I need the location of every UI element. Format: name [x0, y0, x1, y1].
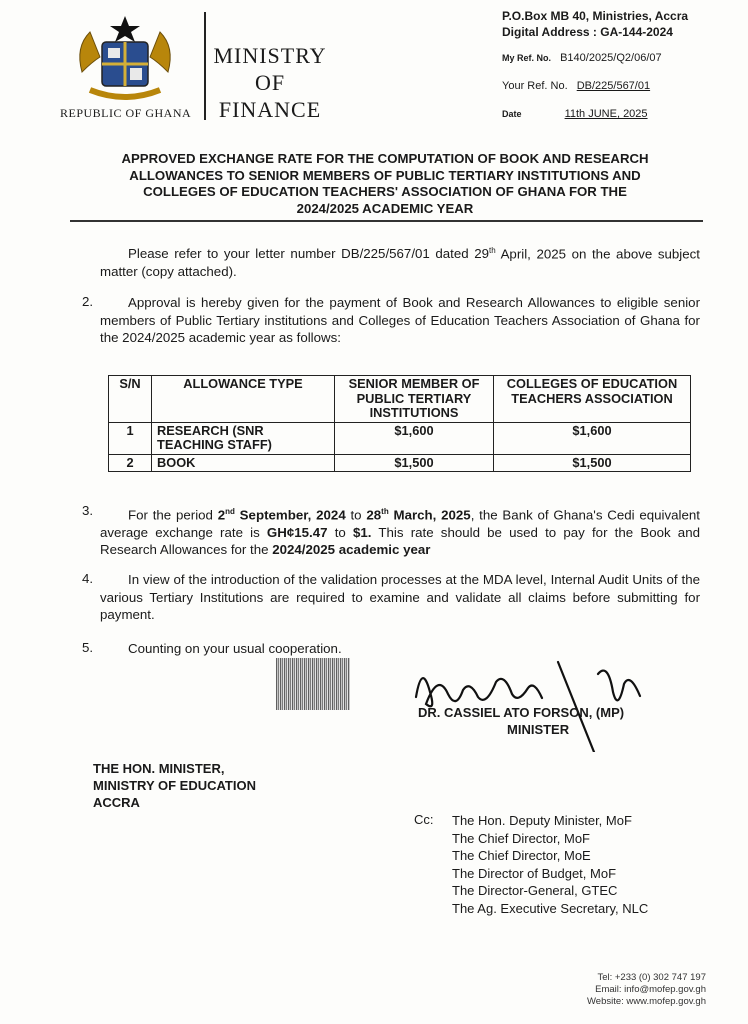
addressee-line: ACCRA	[93, 795, 140, 810]
header-colleges: COLLEGES OF EDUCATION TEACHERS ASSOCIATION	[494, 376, 691, 423]
row-sn: 2	[109, 454, 152, 472]
paragraph-4: In view of the introduction of the validation processes at the MDA level, Internal Audit Units of the various Tertiary Institutions are required to examine and validate all claims before submitting for payment.	[100, 572, 700, 622]
row-type: RESEARCH (SNR TEACHING STAFF)	[152, 422, 335, 454]
cc-label: Cc:	[414, 812, 434, 827]
title-line: APPROVED EXCHANGE RATE FOR THE COMPUTATION OF BOOK AND RESEARCH	[121, 151, 649, 166]
ministry-line: MINISTRY	[213, 43, 327, 68]
p3-t1: For the period	[128, 507, 218, 523]
p3-b2: 28	[366, 507, 382, 523]
coat-of-arms-emblem	[70, 12, 180, 108]
p1-text: Please refer to your letter number DB/225/567/01 dated 29	[128, 246, 490, 262]
signatory-name: DR. CASSIEL ATO FORSON, (MP)	[418, 705, 625, 720]
cc-item: The Hon. Deputy Minister, MoF	[452, 813, 632, 828]
letter-date	[502, 108, 648, 120]
title-line: COLLEGES OF EDUCATION TEACHERS' ASSOCIATION OF GHANA FOR THE	[143, 184, 627, 199]
p4-number: 4.	[82, 571, 94, 586]
header-senior-member: SENIOR MEMBER OF PUBLIC TERTIARY INSTITUTIONS	[335, 376, 494, 423]
ministry-line: FINANCE	[218, 97, 322, 122]
p3-b1: 2	[217, 507, 226, 523]
p3-t4: to	[327, 524, 353, 540]
row-colleges: $1,500	[494, 454, 691, 472]
title-line: ALLOWANCES TO SENIOR MEMBERS OF PUBLIC TERTIARY INSTITUTIONS AND	[129, 167, 641, 183]
cc-item: The Chief Director, MoF	[452, 830, 590, 846]
letter-subject-title	[70, 151, 700, 217]
cc-item: The Ag. Executive Secretary, NLC	[452, 900, 649, 916]
date-label: Date	[502, 109, 522, 119]
contact-details	[587, 972, 706, 1008]
title-line: 2024/2025 ACADEMIC YEAR	[296, 200, 474, 216]
paragraph-5: Counting on your usual cooperation.	[128, 641, 342, 656]
header-allowance-type: ALLOWANCE TYPE	[152, 376, 335, 423]
your-ref-value: DB/225/567/01	[576, 80, 651, 92]
p3-t2: to	[345, 507, 367, 523]
row-senior: $1,600	[335, 422, 494, 454]
your-ref	[502, 80, 650, 92]
row-type: BOOK	[152, 454, 335, 472]
letterhead-divider	[204, 12, 206, 120]
table-header-row	[109, 376, 691, 423]
p5-number: 5.	[82, 640, 94, 655]
your-ref-label: Your Ref. No.	[502, 80, 568, 92]
republic-of-ghana-label: REPUBLIC OF GHANA	[60, 106, 192, 120]
my-ref-label: My Ref. No.	[502, 53, 552, 63]
cc-item: The Chief Director, MoE	[452, 848, 591, 863]
row-senior: $1,500	[335, 454, 494, 472]
cc-list	[452, 812, 648, 917]
signatory-title: MINISTER	[507, 722, 570, 737]
barcode-stamp	[276, 658, 350, 710]
table-row	[109, 454, 691, 472]
table-row	[109, 422, 691, 454]
p1-sup: th	[489, 246, 496, 255]
addressee-line: THE HON. MINISTER,	[93, 761, 225, 776]
addressee-block	[93, 760, 256, 811]
p3-s1: nd	[225, 507, 235, 516]
header-sn: S/N	[109, 376, 152, 423]
address-line: P.O.Box MB 40, Ministries, Accra	[502, 9, 689, 23]
p3-b1b: September, 2024	[234, 507, 346, 523]
p3-t3: , the Bank of Ghana's Cedi equivalent average exchange rate is	[100, 507, 700, 540]
contact-email: Email: info@mofep.gov.gh	[595, 984, 706, 995]
allowance-table	[108, 375, 691, 472]
my-ref-value: B140/2025/Q2/06/07	[560, 52, 662, 64]
p3-b2b: March, 2025	[388, 507, 471, 523]
paragraph-2: Approval is hereby given for the payment of Book and Research Allowances to eligible senior members of Public Tertiary institutions and Colleges of Education Teachers Association of Ghana for the 2024/2025 academic year as follows:	[100, 295, 700, 345]
p3-b3: GH¢15.47	[266, 524, 328, 540]
row-colleges: $1,600	[494, 422, 691, 454]
title-rule	[70, 220, 703, 222]
contact-website: Website: www.mofep.gov.gh	[587, 996, 706, 1007]
p3-number: 3.	[82, 503, 94, 518]
postal-address	[502, 8, 688, 40]
p3-b4: $1.	[352, 524, 372, 540]
my-ref	[502, 52, 662, 64]
contact-tel: Tel: +233 (0) 302 747 197	[597, 972, 706, 983]
paragraph-3	[100, 503, 700, 559]
row-sn: 1	[109, 422, 152, 454]
p3-b5: 2024/2025 academic year	[272, 542, 431, 558]
cc-item: The Director of Budget, MoF	[452, 865, 617, 881]
paragraph-1	[100, 242, 700, 280]
p3-t5: This rate should be used to pay for the Book and Research Allowances for the	[100, 524, 700, 558]
cc-item: The Director-General, GTEC	[452, 883, 618, 898]
p2-number: 2.	[82, 294, 94, 309]
addressee-line: MINISTRY OF EDUCATION	[93, 778, 256, 793]
ministry-line: OF	[254, 70, 286, 95]
ministry-of-finance-name	[210, 42, 330, 123]
date-value: 11th JUNE, 2025	[564, 108, 648, 120]
p3-s2: th	[381, 507, 389, 516]
address-line: Digital Address : GA-144-2024	[502, 25, 673, 39]
p1-text-cont: April, 2025 on the above subject matter (copy attached).	[100, 246, 700, 279]
